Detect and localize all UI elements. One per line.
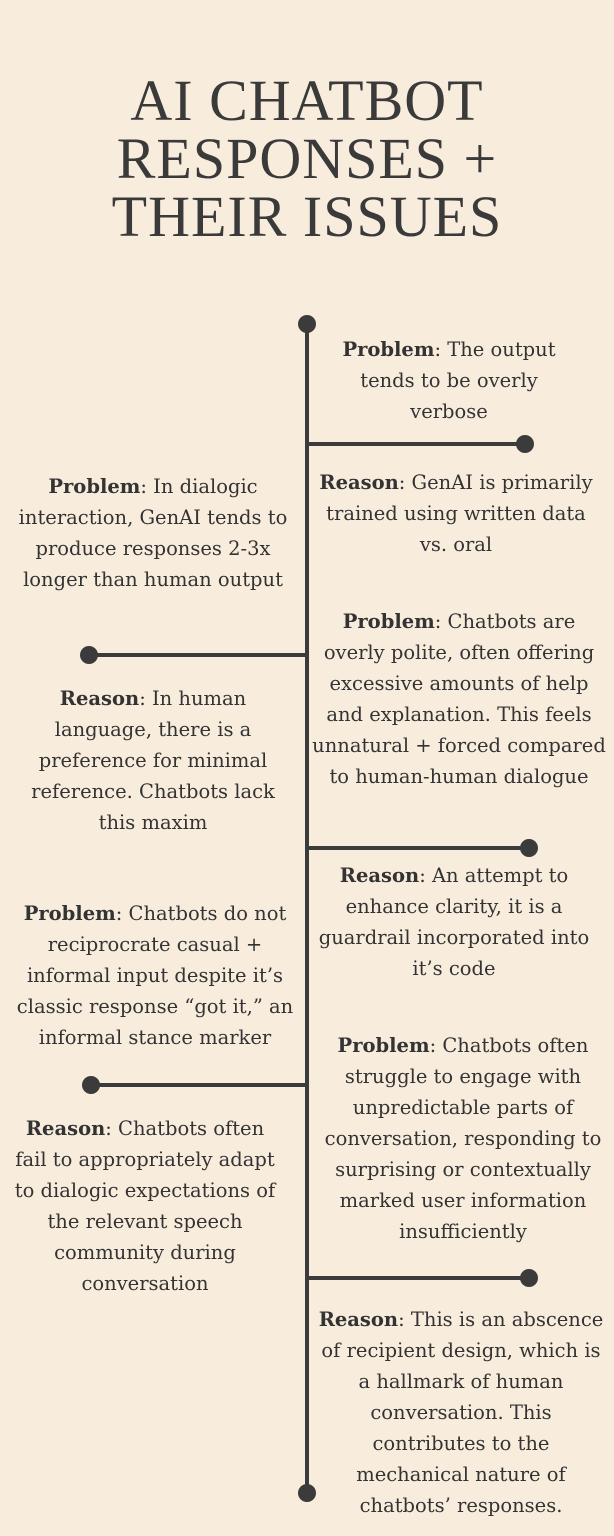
entry-9-problem [318,1030,608,1247]
entry-text: : This is an abscence of recipient design, which is a hallmark of human conversation. This contributes to the mechanical nature of chatbots’ responses. [321,1308,604,1517]
branch-right-2-dot [520,839,538,857]
entry-7-problem [12,898,298,1053]
entry-text: : Chatbots do not reciprocrate casual + informal input despite it’s classic response “got it,” an informal stance marker [16,902,294,1049]
entry-1-problem [322,334,576,427]
branch-right-1-dot [516,435,534,453]
title-line-3: THEIR ISSUES [111,184,503,249]
entry-3-problem [18,471,288,595]
entry-6-reason [312,860,596,984]
entry-label: Reason [25,1117,106,1140]
entry-8-reason [14,1113,276,1299]
entry-label: Problem [342,338,435,361]
entry-text: : In human language, there is a preference for minimal reference. Chatbots lack this maxim [31,687,275,834]
branch-right-2 [307,846,525,850]
title-line-2: RESPONSES + [116,126,498,191]
timeline-spine [305,322,309,1494]
entry-4-reason [22,683,284,838]
entry-label: Problem [337,1034,430,1057]
entry-2-reason [316,467,596,560]
title-line-1: AI CHATBOT [130,68,484,133]
entry-label: Problem [48,475,141,498]
entry-label: Problem [23,902,116,925]
entry-label: Reason [318,1308,399,1331]
branch-right-3 [307,1276,529,1280]
entry-text: : Chatbots are overly polite, often offering excessive amounts of help and explanation. This feels unnatural + forced compared to human-human dialogue [312,610,606,788]
branch-right-1 [307,442,521,446]
entry-label: Reason [59,687,140,710]
entry-10-reason [314,1304,608,1521]
branch-left-1-dot [80,646,98,664]
entry-5-problem [312,606,606,792]
entry-label: Reason [339,864,420,887]
entry-text: : Chatbots often struggle to engage with unpredictable parts of conversation, responding to surprising or contextually marked user information insufficiently [324,1034,602,1243]
branch-left-1 [90,653,307,657]
timeline-top-dot [298,315,316,333]
entry-text: : An attempt to enhance clarity, it is a guardrail incorporated into it’s code [318,864,590,980]
entry-text: : GenAI is primarily trained using written data vs. oral [326,471,593,556]
branch-left-2 [92,1083,307,1087]
entry-label: Problem [342,610,435,633]
infographic-title [0,68,614,249]
entry-text: : Chatbots often fail to appropriately adapt to dialogic expectations of the relevant speech community during conversation [14,1117,276,1295]
entry-label: Reason [319,471,399,494]
branch-right-3-dot [520,1269,538,1287]
entry-text: : In dialogic interaction, GenAI tends to produce responses 2-3x longer than human output [18,475,288,591]
entry-text: : The output tends to be overly verbose [360,338,556,423]
branch-left-2-dot [82,1076,100,1094]
